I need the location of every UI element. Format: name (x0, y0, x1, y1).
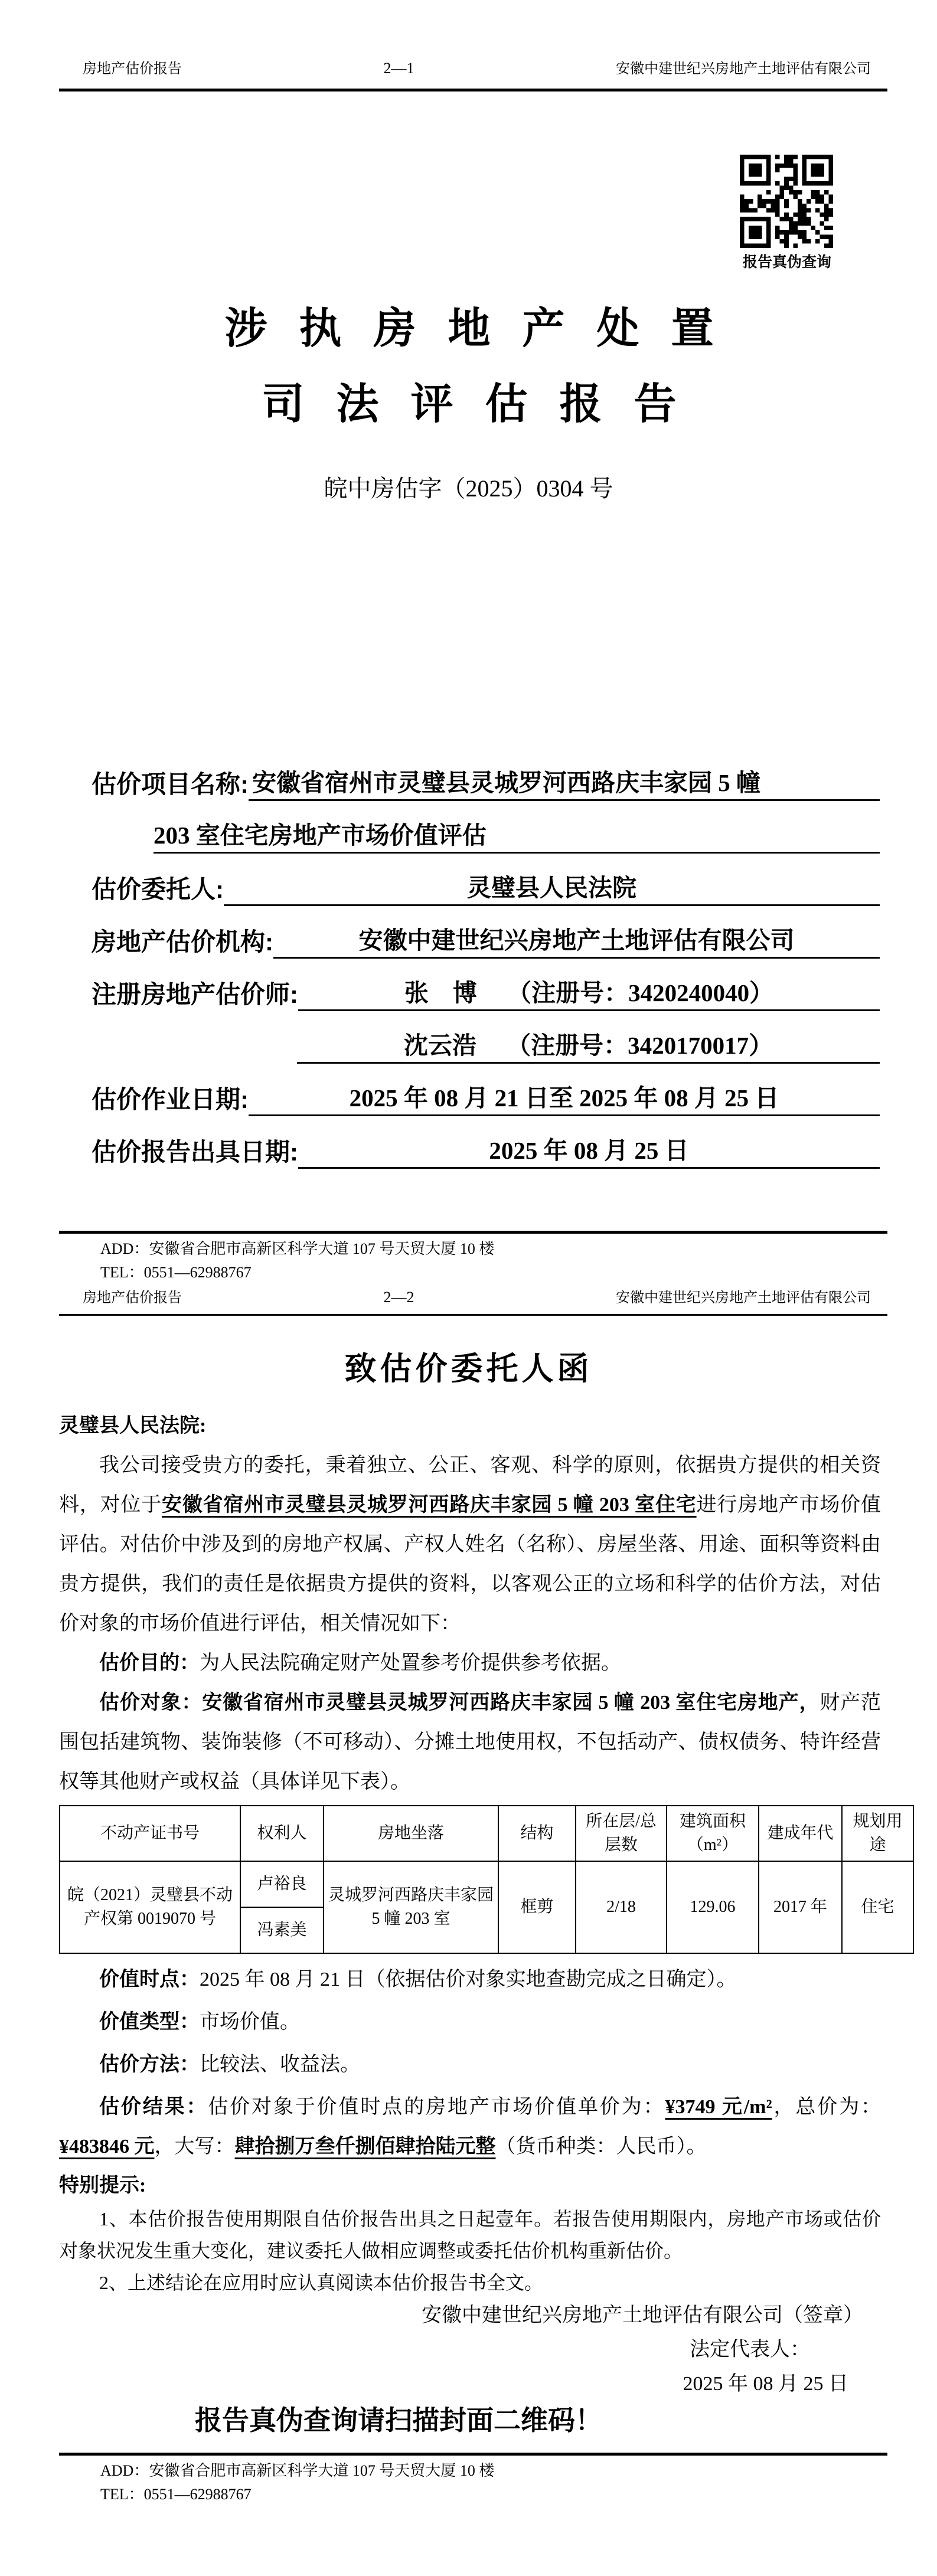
report-title-line1: 涉 执 房 地 产 处 置 (224, 305, 724, 352)
result-mid2: ，大写： (154, 2136, 235, 2157)
col-use: 规划用途 (842, 1806, 913, 1861)
purpose-label: 估价目的： (99, 1652, 200, 1674)
field-appraiser-1-value: 张 博 （注册号：3420240040） (298, 976, 880, 1011)
field-issue-date-label: 估价报告出具日期: (92, 1138, 298, 1166)
cell-structure: 框剪 (498, 1861, 576, 1953)
cell-year: 2017 年 (759, 1861, 842, 1953)
field-work-date-label: 估价作业日期: (92, 1086, 249, 1113)
page1-header-rule (59, 89, 887, 91)
field-work-date (92, 1064, 880, 1116)
page1-footer-rule (59, 1231, 887, 1234)
col-structure: 结构 (498, 1806, 576, 1861)
page1-header (83, 57, 871, 77)
field-work-date-value: 2025 年 08 月 21 日至 2025 年 08 月 25 日 (249, 1081, 880, 1116)
scan-qr-notice: 报告真伪查询请扫描封面二维码！ (195, 2405, 602, 2436)
field-issue-date (92, 1116, 880, 1169)
field-appraiser-label: 注册房地产估价师: (92, 980, 298, 1008)
cell-floor: 2/18 (576, 1861, 667, 1953)
signature-company: 安徽中建世纪兴房地产土地评估有限公司（签章） (422, 2304, 863, 2326)
letter-title: 致估价委托人函 (344, 1351, 593, 1387)
field-agency-value: 安徽中建世纪兴房地产土地评估有限公司 (273, 924, 880, 959)
page2-header-right: 安徽中建世纪兴房地产土地评估有限公司 (616, 1290, 871, 1306)
value-type-line (59, 2002, 881, 2042)
result-caps-amount: 肆拾捌万叁仟捌佰肆拾陆元整 (234, 2136, 496, 2157)
value-time-line (59, 1960, 881, 1999)
result-label: 估价结果： (99, 2096, 208, 2118)
cover-fields (92, 748, 880, 1169)
property-table (59, 1805, 914, 1954)
page2-footer-tel: TEL：0551—62988767 (100, 2486, 252, 2503)
method-line (59, 2045, 881, 2084)
page1-header-page-number: 2—1 (383, 60, 414, 77)
note-1: 1、本估价报告使用期限自估价报告出具之日起壹年。若报告使用期限内，房地产市场或估价对象状况发生重大变化，建议委托人做相应调整或委托估价机构重新估价。 (59, 2208, 881, 2261)
page1-header-left: 房地产估价报告 (83, 61, 182, 77)
value-time-text: 2025 年 08 月 21 日（依据估价对象实地查勘完成之日确定）。 (200, 1969, 737, 1990)
object-text: 财产范围包括建筑物、装饰装修（不可移动）、分摊土地使用权，不包括动产、债权债务、特许经营权等其他财产或权益（具体详见下表）。 (59, 1692, 882, 1793)
cell-owner-1: 卢裕良 (240, 1861, 324, 1907)
cell-cert-number: 皖（2021）灵璧县不动产权第 0019070 号 (60, 1861, 240, 1953)
field-client (92, 854, 880, 906)
page1-header-right: 安徽中建世纪兴房地产土地评估有限公司 (616, 61, 871, 77)
field-project-name-value: 安徽省宿州市灵璧县灵城罗河西路庆丰家园 5 幢 (249, 766, 880, 801)
salutation: 灵璧县人民法院: (59, 1415, 207, 1437)
value-type-label: 价值类型： (99, 2011, 200, 2033)
result-unit-price: ¥3749 元/m² (665, 2096, 772, 2118)
object-label: 估价对象： (99, 1692, 203, 1714)
col-location: 房地坐落 (324, 1806, 498, 1861)
result-paragraph (59, 2087, 881, 2166)
value-time-label: 价值时点： (99, 1969, 200, 1990)
intro-post: 进行房地产市场价值评估。对估价中涉及到的房地产权属、产权人姓名（名称）、房屋坐落、用途、面积等资料由贵方提供，我们的责任是依据贵方提供的资料，以客观公正的立场和科学的估价方法，对估价对象的市场价值进行评估，相关情况如下： (59, 1494, 882, 1634)
col-floor: 所在层/总层数 (576, 1806, 667, 1861)
field-agency (92, 906, 880, 959)
qr-caption: 报告真伪查询 (742, 254, 831, 270)
field-appraiser-2-value: 沈云浩 （注册号：3420170017） (297, 1029, 880, 1064)
result-mid1: ，总价为： (772, 2096, 882, 2118)
object-paragraph (59, 1683, 881, 1802)
property-table-header-row (60, 1806, 913, 1861)
field-project-name-line2 (92, 801, 880, 854)
page1-footer-tel: TEL：0551—62988767 (100, 1264, 252, 1281)
col-cert-number: 不动产证书号 (60, 1806, 240, 1861)
field-appraiser-1 (92, 959, 880, 1011)
method-label: 估价方法： (99, 2054, 200, 2075)
page2-header-rule (59, 1314, 887, 1316)
page2-header (83, 1286, 871, 1306)
cell-use: 住宅 (842, 1861, 913, 1953)
field-agency-label: 房地产估价机构: (92, 928, 273, 956)
cell-area: 129.06 (667, 1861, 759, 1953)
col-owner: 权利人 (240, 1806, 324, 1861)
cell-owner-2: 冯素美 (240, 1907, 324, 1953)
result-pre: 估价对象于价值时点的房地产市场价值单价为： (208, 2096, 665, 2118)
page1-footer (100, 1237, 494, 1284)
result-post: （货币种类：人民币）。 (495, 2136, 707, 2157)
page2-header-page-number: 2—2 (383, 1289, 414, 1306)
document-number: 皖中房估字（2025）0304 号 (324, 475, 613, 502)
object-address: 安徽省宿州市灵璧县灵城罗河西路庆丰家园 5 幢 203 室住宅房地产， (202, 1692, 820, 1714)
note-2: 2、上述结论在应用时应认真阅读本估价报告书全文。 (99, 2272, 544, 2293)
field-issue-date-value: 2025 年 08 月 25 日 (298, 1134, 880, 1169)
signature-representative: 法定代表人： (690, 2339, 810, 2361)
field-client-value: 灵璧县人民法院 (224, 871, 880, 906)
field-project-name (92, 748, 880, 801)
purpose-line (59, 1643, 881, 1683)
page2-footer-address: ADD：安徽省合肥市高新区科学大道 107 号天贸大厦 10 楼 (100, 2462, 495, 2479)
intro-subject-address: 安徽省宿州市灵璧县灵城罗河西路庆丰家园 5 幢 203 室住宅 (162, 1494, 697, 1516)
cell-location: 灵城罗河西路庆丰家园 5 幢 203 室 (324, 1861, 498, 1953)
value-type-text: 市场价值。 (200, 2011, 300, 2033)
purpose-text: 为人民法院确定财产处置参考价提供参考依据。 (200, 1652, 621, 1674)
field-project-name-label: 估价项目名称: (92, 770, 249, 798)
col-area: 建筑面积（m²） (667, 1806, 759, 1861)
result-total-price: ¥483846 元 (59, 2136, 155, 2157)
page2-footer-rule (59, 2453, 887, 2456)
field-client-label: 估价委托人: (92, 875, 224, 903)
page2-footer (100, 2459, 494, 2506)
signature-block (59, 2299, 881, 2401)
table-row (60, 1861, 913, 1907)
special-notice-label: 特别提示: (59, 2175, 146, 2196)
qr-code (740, 155, 833, 248)
field-project-name-value2: 203 室住宅房地产市场价值评估 (154, 819, 880, 854)
intro-pre: 我公司接受贵方的委托，秉着独立、公正、客观、科学的原则，依据贵方提供的相关资料，对位于 (59, 1454, 881, 1516)
letter-body (59, 1406, 903, 2438)
qr-code-icon (740, 155, 833, 248)
field-appraiser-2 (92, 1011, 880, 1064)
page2-header-left: 房地产估价报告 (83, 1290, 182, 1306)
intro-paragraph (59, 1446, 881, 1643)
method-text: 比较法、收益法。 (200, 2054, 360, 2075)
page1-footer-address: ADD：安徽省合肥市高新区科学大道 107 号天贸大厦 10 楼 (100, 1240, 495, 1257)
signature-date: 2025 年 08 月 25 日 (683, 2373, 848, 2395)
report-title-line2: 司 法 评 估 报 告 (262, 381, 687, 428)
col-year: 建成年代 (759, 1806, 842, 1861)
